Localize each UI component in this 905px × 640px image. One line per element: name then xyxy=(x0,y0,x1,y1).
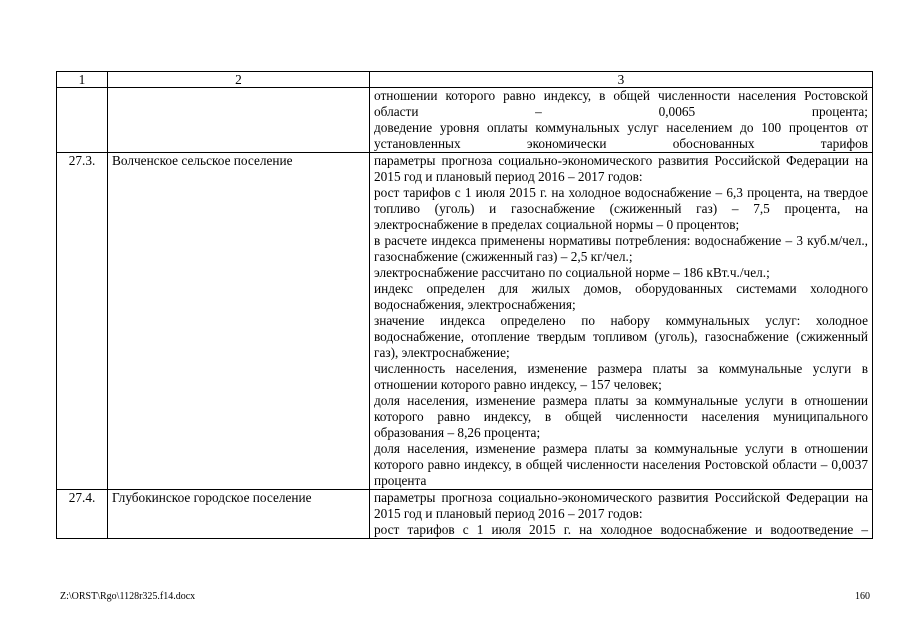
paragraph: значение индекса определено по набору коммунальных услуг: холодное водоснабжение, отопление твердым топливом (уголь), газоснабжение (сжиженный газ), электроснабжение; xyxy=(374,313,868,360)
paragraph: доля населения, изменение размера платы за коммунальные услуги в отношении которого равно индексу, в общей численности населения Ростовской области – 0,0037 процента xyxy=(374,441,868,488)
settlement-name xyxy=(108,88,370,153)
column-header-2: 2 xyxy=(108,72,370,88)
paragraph: доля населения, изменение размера платы за коммунальные услуги в отношении которого равно индексу, в общей численности населения муниципального образования – 8,26 процента; xyxy=(374,393,868,440)
footer-page-number: 160 xyxy=(855,591,870,602)
settlement-name: Волченское сельское поселение xyxy=(108,153,370,490)
row-number: 27.3. xyxy=(57,153,108,490)
paragraph: рост тарифов с 1 июля 2015 г. на холодное водоснабжение и водоотведение – xyxy=(374,522,868,537)
settlement-name: Глубокинское городское поселение xyxy=(108,490,370,539)
column-header-1: 1 xyxy=(57,72,108,88)
row-description xyxy=(370,490,873,539)
paragraph: параметры прогноза социально-экономического развития Российской Федерации на 2015 год и плановый период 2016 – 2017 годов: xyxy=(374,490,868,521)
paragraph: численность населения, изменение размера платы за коммунальные услуги в отношении которого равно индексу, – 157 человек; xyxy=(374,361,868,392)
row-number xyxy=(57,88,108,153)
row-number: 27.4. xyxy=(57,490,108,539)
table-header-row xyxy=(57,72,873,88)
paragraph: индекс определен для жилых домов, оборудованных системами холодного водоснабжения, электроснабжения; xyxy=(374,281,868,312)
tariff-table xyxy=(56,71,873,539)
paragraph: электроснабжение рассчитано по социальной норме – 186 кВт.ч./чел.; xyxy=(374,265,770,280)
table-row xyxy=(57,490,873,539)
footer-file-path: Z:\ORST\Rgo\1128r325.f14.docx xyxy=(60,591,196,602)
row-description xyxy=(370,153,873,490)
table-row xyxy=(57,153,873,490)
paragraph: отношении которого равно индексу, в общей численности населения Ростовской области – 0,0065 процента; xyxy=(374,88,868,119)
paragraph: рост тарифов с 1 июля 2015 г. на холодное водоснабжение – 6,3 процента, на твердое топливо (уголь) и газоснабжение (сжиженный газ) – 7,5 процента, на электроснабжение в пределах социальной нормы – 0 процентов; xyxy=(374,185,868,232)
paragraph: параметры прогноза социально-экономического развития Российской Федерации на 2015 год и плановый период 2016 – 2017 годов: xyxy=(374,153,868,184)
paragraph: доведение уровня оплаты коммунальных услуг населением до 100 процентов от установленных экономически обоснованных тарифов xyxy=(374,120,868,151)
paragraph: в расчете индекса применены нормативы потребления: водоснабжение – 3 куб.м/чел., газоснабжение (сжиженный газ) – 2,5 кг/чел.; xyxy=(374,233,868,264)
table-row xyxy=(57,88,873,153)
row-description xyxy=(370,88,873,153)
column-header-3: 3 xyxy=(370,72,873,88)
